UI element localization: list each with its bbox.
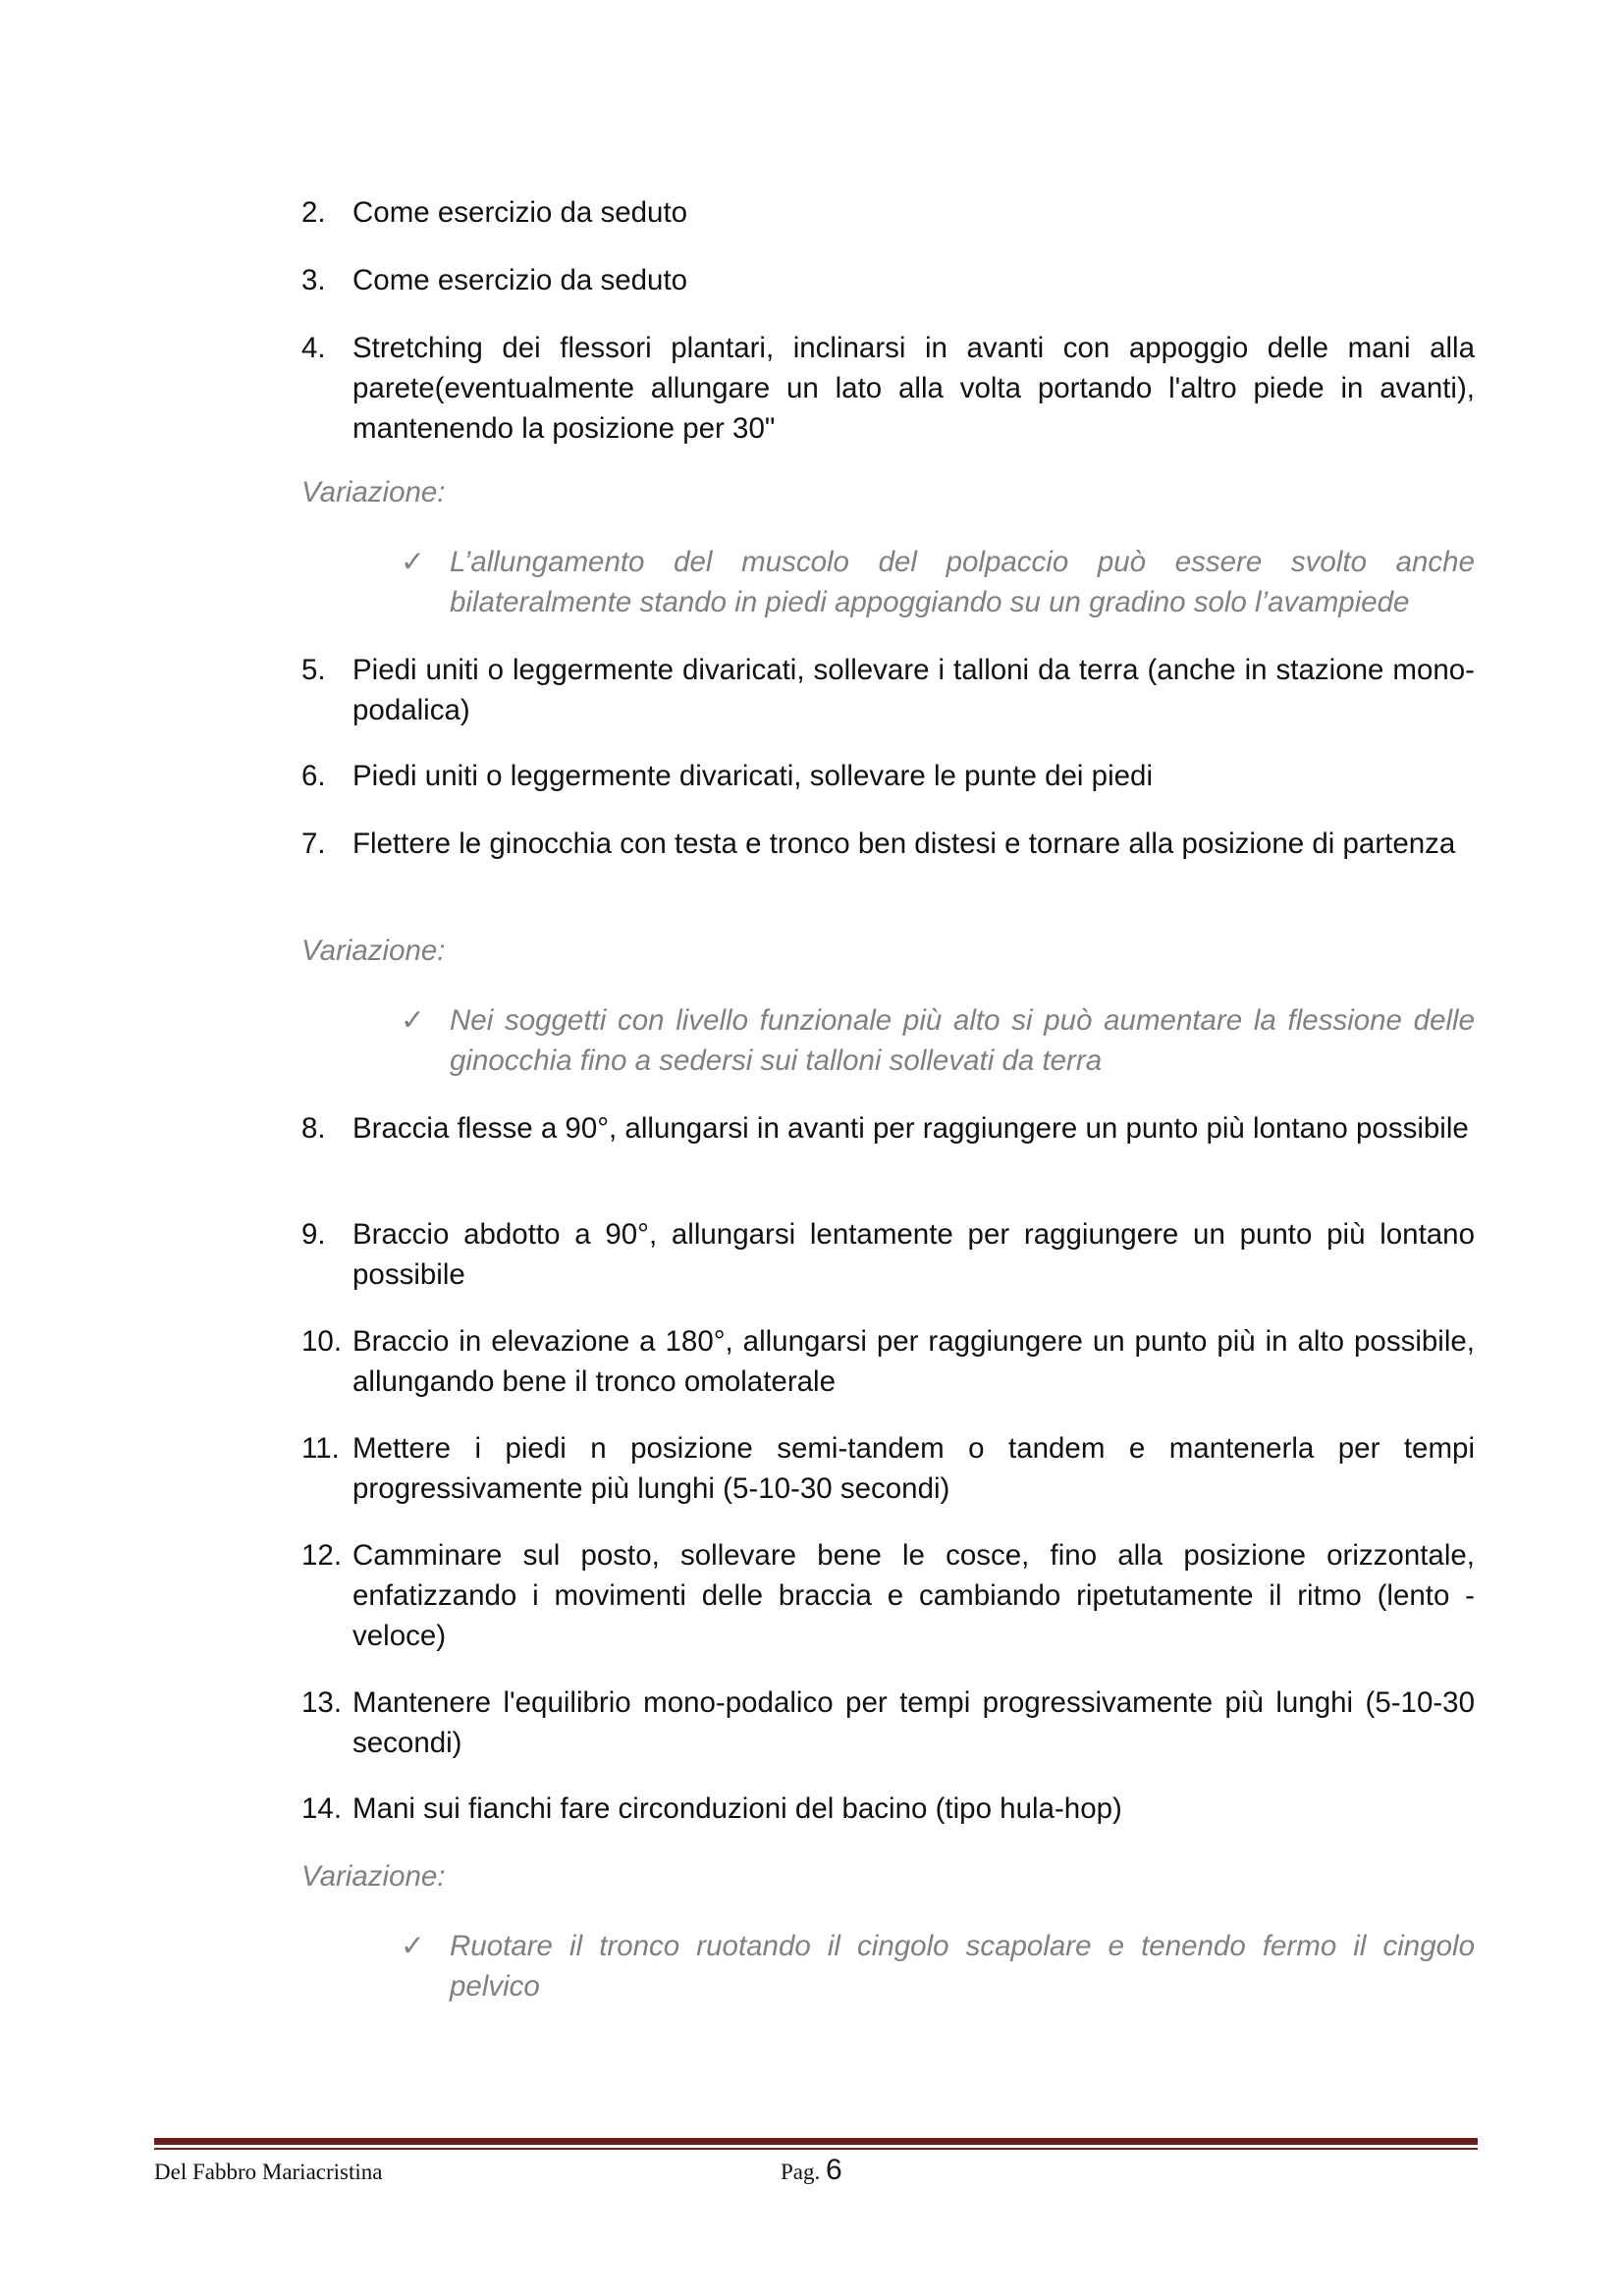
list-number: 2. — [301, 196, 326, 229]
list-text: Mantenere l'equilibrio mono-podalico per tempi progressivamente più lunghi (5-10-30 secondi) — [352, 1686, 1475, 1759]
variation-text: Nei soggetti con livello funzionale più alto si può aumentare la flessione delle ginocchia fino a sedersi sui talloni sollevati da terra — [450, 1004, 1475, 1077]
list-text: Stretching dei flessori plantari, inclinarsi in avanti con appoggio delle mani alla parete(eventualmente allungare un lato alla volta portando l'altro piede in avanti), mantenendo la posizione per 30" — [352, 332, 1475, 445]
list-number: 5. — [301, 654, 326, 686]
variation-bullet — [401, 542, 1475, 622]
list-item — [301, 1682, 1475, 1763]
list-number: 7. — [301, 828, 326, 860]
list-number: 11. — [301, 1432, 340, 1465]
variation-bullet — [401, 1926, 1475, 2006]
list-number: 10. — [301, 1325, 343, 1358]
variation-heading: Variazione: — [301, 1860, 446, 1893]
list-item — [301, 1108, 1475, 1148]
list-item — [301, 192, 1475, 233]
list-item — [301, 824, 1475, 864]
checkmark-icon: ✓ — [401, 1930, 425, 1962]
list-number: 4. — [301, 332, 326, 364]
list-number: 3. — [301, 264, 326, 296]
list-item — [301, 260, 1475, 300]
footer-divider — [154, 2138, 1478, 2145]
footer-page-number — [781, 2154, 842, 2189]
list-text: Braccio in elevazione a 180°, allungarsi per raggiungere un punto più in alto possibile, allungando bene il tronco omolaterale — [352, 1325, 1475, 1398]
variation-text: Ruotare il tronco ruotando il cingolo scapolare e tenendo fermo il cingolo pelvico — [450, 1930, 1475, 2002]
list-number: 12. — [301, 1539, 343, 1572]
list-item — [301, 1789, 1475, 1829]
list-number: 6. — [301, 760, 326, 792]
list-text: Camminare sul posto, sollevare bene le cosce, fino alla posizione orizzontale, enfatizzando i movimenti delle braccia e cambiando ripetutamente il ritmo (lento - veloce) — [352, 1539, 1475, 1652]
variation-bullet — [401, 1000, 1475, 1081]
list-text: Braccio abdotto a 90°, allungarsi lentamente per raggiungere un punto più lontano possibile — [352, 1218, 1475, 1291]
footer-author: Del Fabbro Mariacristina — [154, 2160, 383, 2184]
page-number: 6 — [826, 2154, 842, 2186]
footer-divider-thin — [154, 2148, 1478, 2150]
variation-text: L’allungamento del muscolo del polpaccio può essere svolto anche bilateralmente stando in piedi appoggiando su un gradino solo l’avampiede — [450, 546, 1475, 618]
list-text: Come esercizio da seduto — [352, 264, 688, 296]
list-text: Flettere le ginocchia con testa e tronco ben distesi e tornare alla posizione di partenza — [352, 828, 1456, 860]
variation-heading: Variazione: — [301, 934, 446, 967]
list-item — [301, 1214, 1475, 1295]
list-text: Braccia flesse a 90°, allungarsi in avanti per raggiungere un punto più lontano possibile — [352, 1112, 1469, 1145]
checkmark-icon: ✓ — [401, 546, 425, 578]
checkmark-icon: ✓ — [401, 1004, 425, 1037]
list-text: Mani sui fianchi fare circonduzioni del bacino (tipo hula-hop) — [352, 1792, 1122, 1825]
list-text: Piedi uniti o leggermente divaricati, sollevare i talloni da terra (anche in stazione mono-podalica) — [352, 654, 1475, 726]
list-item — [301, 650, 1475, 730]
list-item — [301, 1535, 1475, 1656]
list-item — [301, 1428, 1475, 1509]
list-text: Come esercizio da seduto — [352, 196, 688, 229]
variation-heading: Variazione: — [301, 476, 446, 508]
list-number: 8. — [301, 1112, 326, 1145]
list-number: 9. — [301, 1218, 326, 1251]
list-text: Mettere i piedi n posizione semi-tandem o tandem e mantenerla per tempi progressivamente più lunghi (5-10-30 secondi) — [352, 1432, 1475, 1505]
list-number: 13. — [301, 1686, 343, 1719]
page-label: Pag. — [781, 2160, 821, 2184]
list-number: 14. — [301, 1792, 343, 1825]
list-item — [301, 1321, 1475, 1402]
list-item — [301, 756, 1475, 796]
list-text: Piedi uniti o leggermente divaricati, sollevare le punte dei piedi — [352, 760, 1154, 792]
list-item — [301, 328, 1475, 449]
